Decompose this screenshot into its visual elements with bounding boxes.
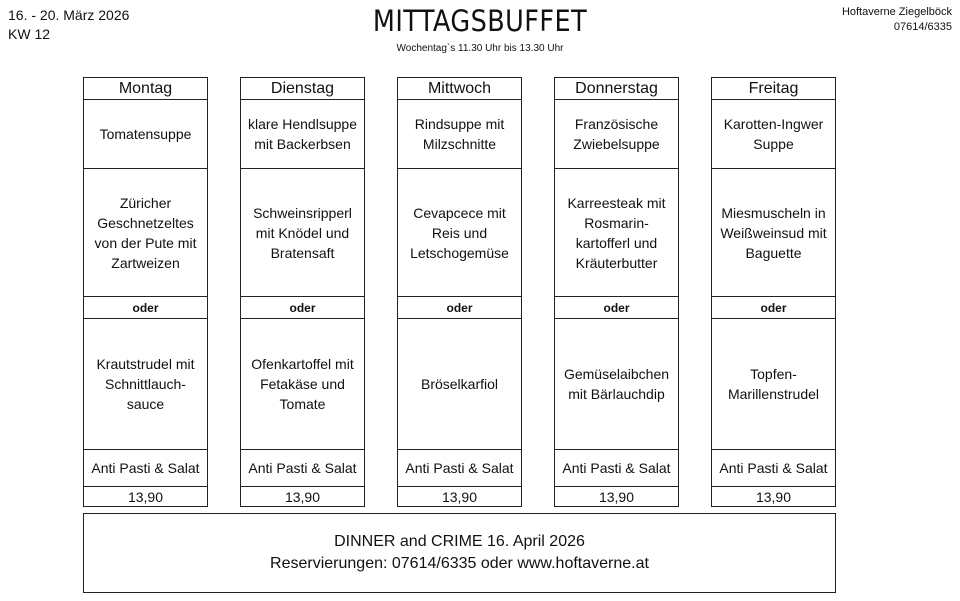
or-divider: oder — [397, 296, 522, 319]
restaurant-phone: 07614/6335 — [893, 21, 952, 33]
soup-cell: Tomatensuppe — [83, 99, 208, 169]
day-header: Donnerstag — [554, 77, 679, 100]
event-banner — [83, 513, 836, 593]
price-cell: 13,90 — [240, 486, 365, 507]
soup-cell: Rindsuppe mit Milzschnitte — [397, 99, 522, 169]
price-cell: 13,90 — [397, 486, 522, 507]
main-dish-1: Cevapcece mit Reis und Letschogemüse — [397, 168, 522, 297]
day-column-tuesday — [240, 77, 365, 507]
restaurant-info — [842, 5, 952, 35]
side-cell: Anti Pasti & Salat — [397, 449, 522, 487]
event-title: DINNER and CRIME 16. April 2026 — [334, 533, 585, 550]
side-cell: Anti Pasti & Salat — [240, 449, 365, 487]
restaurant-name: Hoftaverne Ziegelböck — [841, 6, 952, 18]
side-cell: Anti Pasti & Salat — [554, 449, 679, 487]
day-column-monday — [83, 77, 208, 507]
price-cell: 13,90 — [711, 486, 836, 507]
day-column-wednesday — [397, 77, 522, 507]
price-cell: 13,90 — [83, 486, 208, 507]
day-header: Freitag — [711, 77, 836, 100]
main-dish-2: Gemüselaibchen mit Bärlauchdip — [554, 318, 679, 450]
or-divider: oder — [554, 296, 679, 319]
main-dish-1: Züricher Geschnetzeltes von der Pute mit Zartweizen — [83, 168, 208, 297]
opening-hours: Wochentag`s 11.30 Uhr bis 13.30 Uhr — [396, 43, 564, 54]
main-dish-1: Karreesteak mit Rosmarin-kartofferl und Kräuterbutter — [554, 168, 679, 297]
calendar-week: KW 12 — [8, 26, 51, 42]
side-cell: Anti Pasti & Salat — [711, 449, 836, 487]
price-cell: 13,90 — [554, 486, 679, 507]
main-dish-2: Bröselkarfiol — [397, 318, 522, 450]
reservation-info: Reservierungen: 07614/6335 oder www.hoftaverne.at — [270, 555, 649, 572]
main-dish-1: Miesmuscheln in Weißweinsud mit Baguette — [711, 168, 836, 297]
main-dish-1: Schweinsripperl mit Knödel und Bratensaft — [240, 168, 365, 297]
day-header: Montag — [83, 77, 208, 100]
page-title: MITTAGSBUFFET — [372, 4, 588, 38]
or-divider: oder — [240, 296, 365, 319]
date-range: 16. - 20. März 2026 — [8, 7, 130, 23]
main-dish-2: Ofenkartoffel mit Fetakäse und Tomate — [240, 318, 365, 450]
day-column-friday — [711, 77, 836, 507]
day-header: Dienstag — [240, 77, 365, 100]
main-dish-2: Topfen-Marillenstrudel — [711, 318, 836, 450]
day-header: Mittwoch — [397, 77, 522, 100]
day-column-thursday — [554, 77, 679, 507]
side-cell: Anti Pasti & Salat — [83, 449, 208, 487]
or-divider: oder — [83, 296, 208, 319]
soup-cell: klare Hendlsuppe mit Backerbsen — [240, 99, 365, 169]
soup-cell: Französische Zwiebelsuppe — [554, 99, 679, 169]
or-divider: oder — [711, 296, 836, 319]
main-dish-2: Krautstrudel mit Schnittlauch-sauce — [83, 318, 208, 450]
soup-cell: Karotten-Ingwer Suppe — [711, 99, 836, 169]
